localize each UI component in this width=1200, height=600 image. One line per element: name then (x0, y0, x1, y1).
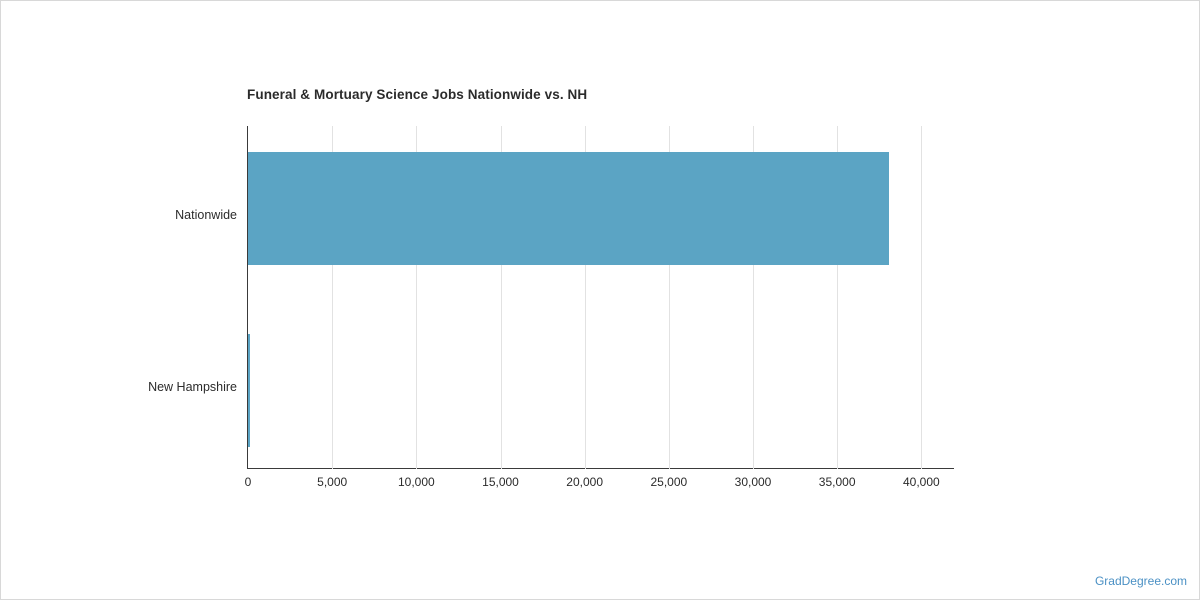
y-axis-labels (1, 126, 237, 469)
x-axis-line (247, 468, 954, 469)
page-title: Funeral & Mortuary Science Jobs Nationwide vs. NH (247, 87, 588, 102)
x-axis-tick-labels (244, 475, 954, 495)
y-axis-label-nationwide: Nationwide (175, 208, 237, 222)
x-tick-35000: 35,000 (818, 475, 856, 489)
watermark-link[interactable]: GradDegree.com (1094, 574, 1187, 588)
bar-nationwide[interactable] (248, 152, 889, 265)
x-tick-10000: 10,000 (397, 475, 435, 489)
y-axis-label-new-hampshire: New Hampshire (148, 380, 237, 394)
x-tick-15000: 15,000 (482, 475, 519, 489)
x-tick-20000: 20,000 (566, 475, 604, 489)
x-tick-25000: 25,000 (650, 475, 688, 489)
x-tick-0: 0 (244, 475, 252, 489)
x-tick-40000: 40,000 (902, 475, 940, 489)
plot-area (247, 126, 954, 469)
x-tick-5000: 5,000 (317, 475, 348, 489)
bar-new-hampshire[interactable] (248, 334, 250, 447)
x-tick-30000: 30,000 (734, 475, 772, 489)
gridline-40000 (921, 126, 922, 469)
